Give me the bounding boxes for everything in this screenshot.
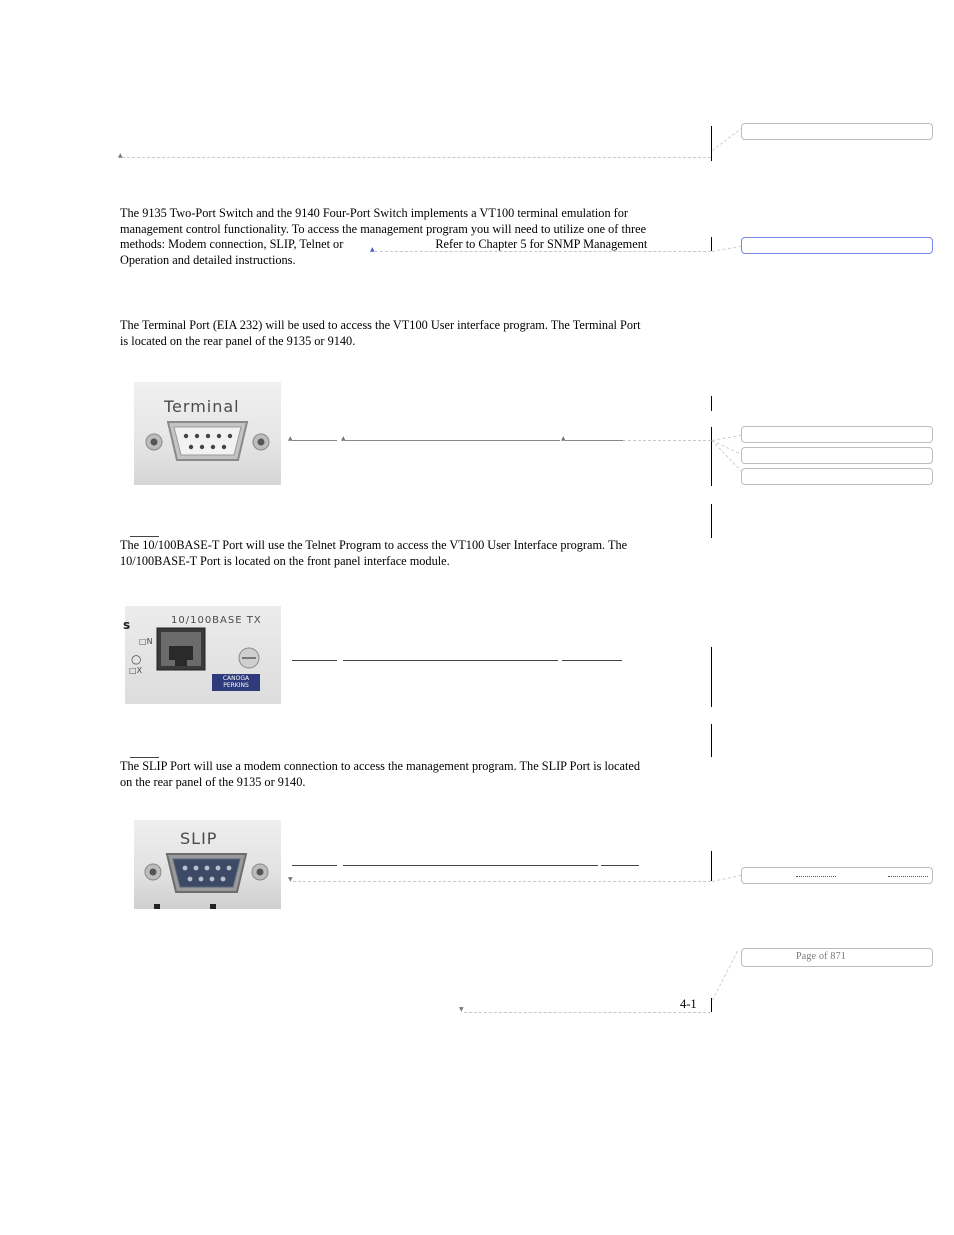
change-bar [711,126,712,161]
anchor-arrow-icon: ▲ [288,435,293,442]
comment-balloon[interactable] [741,426,933,443]
intro-line-3b: Refer to Chapter 5 for SNMP Management [435,237,648,251]
balloon-connector [711,440,742,472]
comment-balloon[interactable] [741,468,933,485]
base-t-line-2: 10/100BASE-T Port is located on the front panel interface module. [120,553,450,568]
db9-connector-icon [134,382,281,485]
terminal-line-1: The Terminal Port (EIA 232) will be used to access the VT100 User interface program. The Terminal Port [120,318,641,332]
comment-balloon-selected[interactable] [741,237,933,254]
intro-paragraph [120,206,700,268]
base-t-photo-label: 10/100BASE TX [171,615,262,626]
slip-paragraph [120,759,700,790]
deleted-text-line [562,660,622,661]
brand-fragment-text: s [123,618,131,632]
comment-leader-line [293,881,711,882]
led-label-n: □N [139,637,153,646]
anchor-arrow-icon: ▲ [118,152,123,159]
anchor-arrow-icon: ▲ [341,435,346,442]
deleted-text-line [292,660,337,661]
deleted-text-line [292,440,337,441]
balloon-connector [712,875,742,882]
terminal-photo-label: Terminal [164,397,240,416]
page-number: 4-1 [680,997,697,1011]
dotted-field [888,876,928,877]
led-label-x: □X [129,666,143,675]
dotted-field [796,876,836,877]
anchor-arrow-down-icon: ▼ [459,1006,464,1013]
comment-leader-line [623,440,711,441]
change-bar [711,724,712,757]
slip-port-photo [134,820,281,909]
deleted-text-line [292,865,337,866]
deleted-text-line [343,660,558,661]
base-t-paragraph [120,538,700,569]
balloon-connector [712,951,738,1000]
page-count-balloon[interactable] [741,948,933,967]
slip-photo-label: SLIP [180,829,218,848]
comment-leader-line [122,157,711,158]
deleted-text-line [601,865,639,866]
change-bar [711,237,712,251]
intro-line-2: management control functionality. To access the management program you will need to utilize one of three [120,221,647,236]
change-bar [711,851,712,881]
intro-line-1: The 9135 Two-Port Switch and the 9140 Four-Port Switch implements a VT100 terminal emulation for [120,206,629,220]
anchor-arrow-icon: ▲ [370,246,375,253]
anchor-arrow-down-icon: ▼ [288,876,293,883]
change-bar [711,504,712,538]
canoga-perkins-logo [212,674,260,691]
led-n-text: N [146,637,153,646]
base-t-line-1: The 10/100BASE-T Port will use the Telnet Program to access the VT100 User Interface program. The [120,538,628,552]
deleted-text-line [565,440,623,441]
comment-balloon[interactable] [741,867,933,884]
page-count-label: Page of 871 [796,951,846,962]
change-bar [711,647,712,707]
intro-line-3a: methods: Modem connection, SLIP, Telnet or [120,237,344,251]
intro-line-4: Operation and detailed instructions. [120,252,296,267]
comment-balloon[interactable] [741,123,933,140]
terminal-paragraph [120,318,700,349]
balloon-connector [712,435,742,441]
deleted-text-line [343,865,598,866]
base-t-port-photo [125,606,281,704]
heading-underline [130,757,159,758]
db9-male-connector-icon [134,820,281,909]
logo-line-2: PERKINS [223,682,249,689]
anchor-arrow-icon: ▲ [561,435,566,442]
balloon-connector [712,127,743,151]
comment-leader-line [375,251,711,252]
heading-underline [130,536,159,537]
slip-line-1: The SLIP Port will use a modem connection to access the management program. The SLIP Port is located [120,759,640,773]
deleted-text-line [345,440,560,441]
slip-line-2: on the rear panel of the 9135 or 9140. [120,774,306,789]
led-indicator-icon: ○ [131,652,142,666]
comment-leader-line [464,1012,711,1013]
logo-line-1: CANOGA [222,675,250,682]
balloon-connector [712,246,742,252]
change-bar [711,427,712,486]
terminal-port-photo [134,382,281,485]
led-x-text: X [136,666,143,675]
balloon-connector [712,440,740,454]
terminal-line-2: is located on the rear panel of the 9135 or 9140. [120,333,356,348]
change-bar [711,396,712,411]
comment-balloon[interactable] [741,447,933,464]
